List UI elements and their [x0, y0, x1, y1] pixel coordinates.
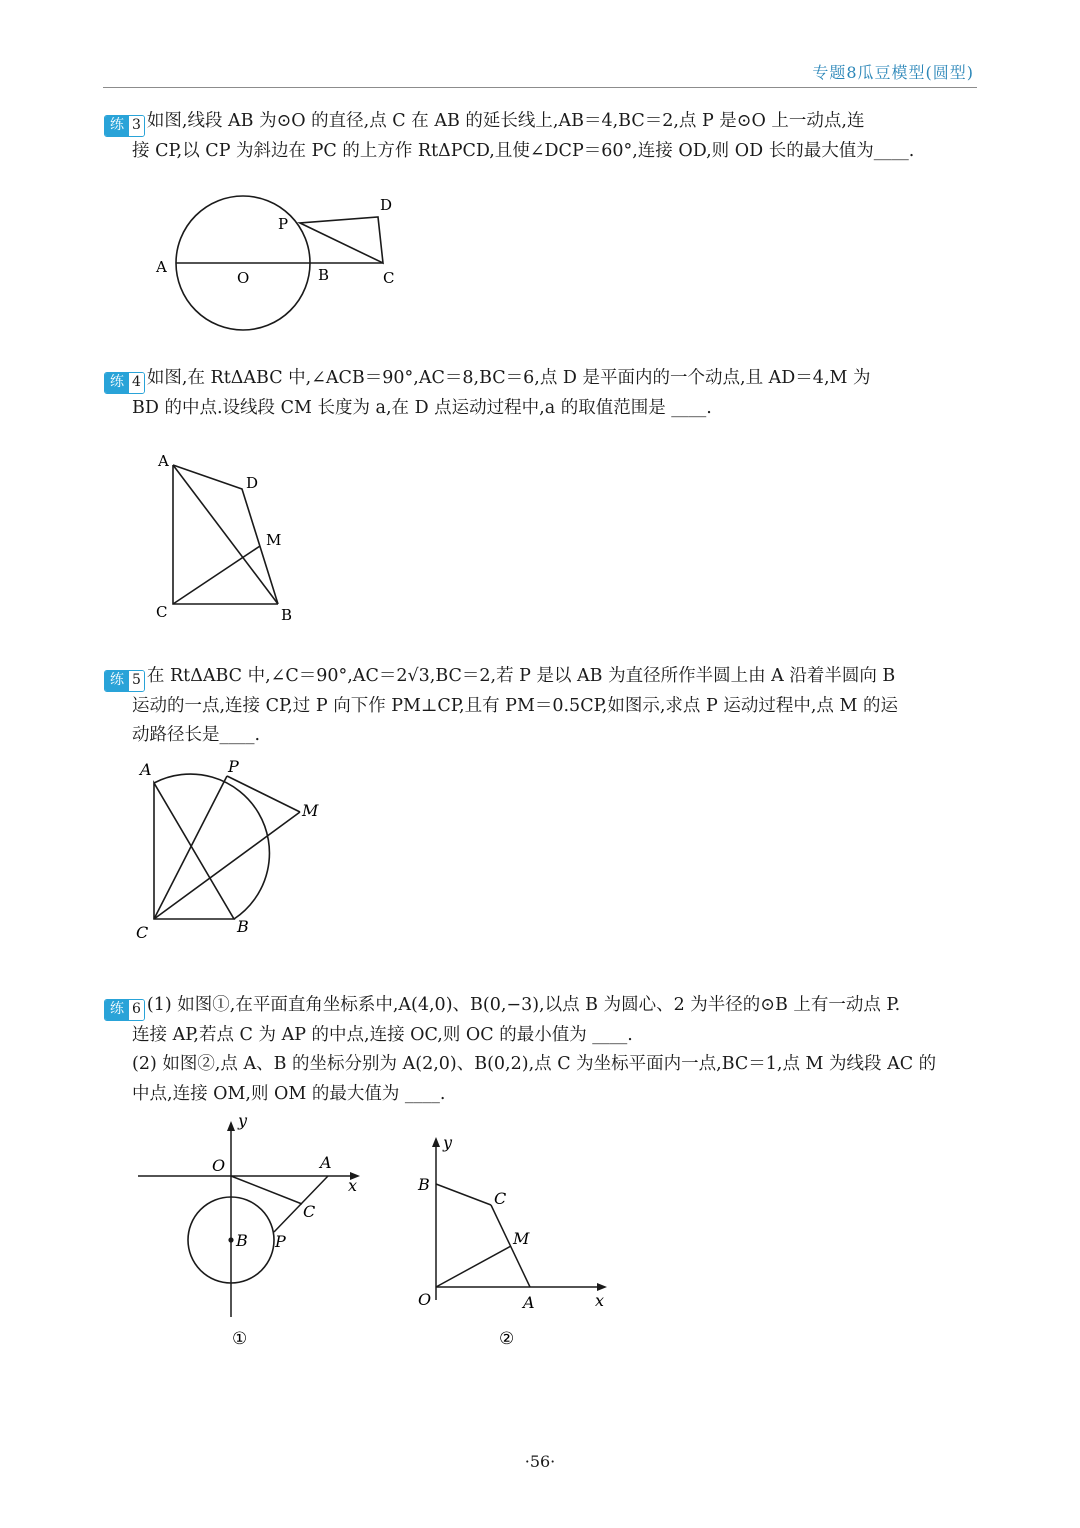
- segment-oc: [231, 1176, 302, 1204]
- exercise-tag: 练 6: [104, 999, 145, 1021]
- label-m: M: [513, 1229, 530, 1248]
- figure-1-caption: ①: [232, 1329, 248, 1349]
- label-d: D: [246, 474, 259, 492]
- label-b: B: [318, 266, 330, 284]
- label-c: C: [303, 1202, 316, 1221]
- segment-cm: [173, 546, 260, 604]
- problem-5-line-1: 练 5 在 RtΔABC 中,∠C＝90°,AC＝2√3,BC＝2,若 P 是以 AB 为直径所作半圆上由 A 沿着半圆向 B: [104, 662, 980, 692]
- label-p: P: [228, 757, 239, 776]
- label-b: B: [236, 1231, 248, 1250]
- label-m: M: [266, 531, 282, 549]
- problem-6-line-3: (2) 如图②,点 A、B 的坐标分别为 A(2,0)、B(0,2),点 C 为坐标平面内一点,BC＝1,点 M 为线段 AC 的: [132, 1054, 937, 1075]
- problem-3: [104, 107, 980, 166]
- problem-5-line-2: 运动的一点,连接 CP,过 P 向下作 PM⊥CP,且有 PM＝0.5CP,如图示,求点 P 运动过程中,点 M 的运: [132, 695, 898, 716]
- problem-3-figure: [150, 190, 420, 340]
- problem-6-figure-1: [128, 1112, 368, 1352]
- label-m: M: [302, 801, 319, 820]
- problem-5-line-3: 动路径长是____.: [132, 725, 261, 746]
- exercise-tag: 练 4: [104, 372, 145, 394]
- label-c: C: [136, 923, 149, 942]
- segment-cm: [154, 812, 300, 919]
- problem-6-line-1: 练 6 (1) 如图①,在平面直角坐标系中,A(4,0)、B(0,−3),以点 B 为圆心、2 为半径的⊙B 上有一动点 P.: [104, 991, 980, 1021]
- label-c: C: [156, 603, 168, 621]
- label-a: A: [156, 258, 167, 276]
- page-number: ·56·: [524, 1452, 556, 1471]
- segment-bc: [436, 1184, 491, 1205]
- label-b: B: [418, 1175, 430, 1194]
- y-axis-arrow: [227, 1121, 235, 1131]
- segment-ap: [274, 1176, 328, 1232]
- segment-om: [436, 1246, 511, 1287]
- problem-5: [104, 662, 980, 751]
- label-y: y: [238, 1112, 248, 1130]
- problem-3-line-2: 接 CP,以 CP 为斜边在 PC 的上方作 RtΔPCD,且使∠DCP＝60°,连接 OD,则 OD 长的最大值为____.: [132, 140, 915, 161]
- segment-cp: [154, 776, 227, 919]
- label-x: x: [348, 1176, 358, 1195]
- problem-4-line-2: BD 的中点.设线段 CM 长度为 a,在 D 点运动过程中,a 的取值范围是 ____.: [132, 397, 712, 418]
- segment-ab: [173, 465, 278, 604]
- problem-6-line-2: 连接 AP,若点 C 为 AP 的中点,连接 OC,则 OC 的最小值为 ____.: [132, 1024, 633, 1045]
- label-b: B: [281, 606, 293, 624]
- problem-4: [104, 364, 980, 423]
- label-d: D: [380, 196, 393, 214]
- header-divider: [103, 87, 977, 88]
- label-b: B: [237, 917, 249, 936]
- label-a: A: [158, 452, 169, 470]
- label-o: O: [418, 1290, 432, 1309]
- y-axis-arrow: [432, 1137, 440, 1147]
- problem-6-line-4: 中点,连接 OM,则 OM 的最大值为 ____.: [132, 1083, 446, 1104]
- triangle-acb: [154, 783, 234, 919]
- exercise-tag: 练 3: [104, 115, 145, 137]
- label-a: A: [320, 1153, 332, 1172]
- triangle-pcd: [300, 217, 383, 263]
- exercise-tag: 练 5: [104, 670, 145, 692]
- problem-6-figure-2: [412, 1130, 622, 1352]
- problem-4-figure: [150, 447, 310, 627]
- problem-6: [104, 991, 980, 1109]
- label-c: C: [494, 1189, 507, 1208]
- label-x: x: [595, 1291, 605, 1310]
- problem-4-line-1: 练 4 如图,在 RtΔABC 中,∠ACB＝90°,AC＝8,BC＝6,点 D 是平面内的一个动点,且 AD＝4,M 为: [104, 364, 980, 394]
- problem-3-line-1: 练 3 如图,线段 AB 为⊙O 的直径,点 C 在 AB 的延长线上,AB＝4,BC＝2,点 P 是⊙O 上一动点,连: [104, 107, 980, 137]
- label-o: O: [237, 269, 250, 287]
- label-a: A: [140, 760, 152, 779]
- figure-2-caption: ②: [499, 1329, 515, 1349]
- label-a: A: [523, 1293, 535, 1312]
- label-c: C: [383, 269, 395, 287]
- x-axis-arrow: [597, 1283, 607, 1291]
- label-o: O: [212, 1156, 226, 1175]
- segment-pm: [227, 776, 300, 812]
- label-y: y: [443, 1133, 453, 1152]
- point-b: [228, 1237, 233, 1242]
- problem-5-figure: [130, 755, 330, 945]
- chapter-title: 专题8瓜豆模型(圆型): [812, 63, 974, 82]
- label-p: P: [278, 215, 289, 233]
- label-p: P: [275, 1232, 286, 1251]
